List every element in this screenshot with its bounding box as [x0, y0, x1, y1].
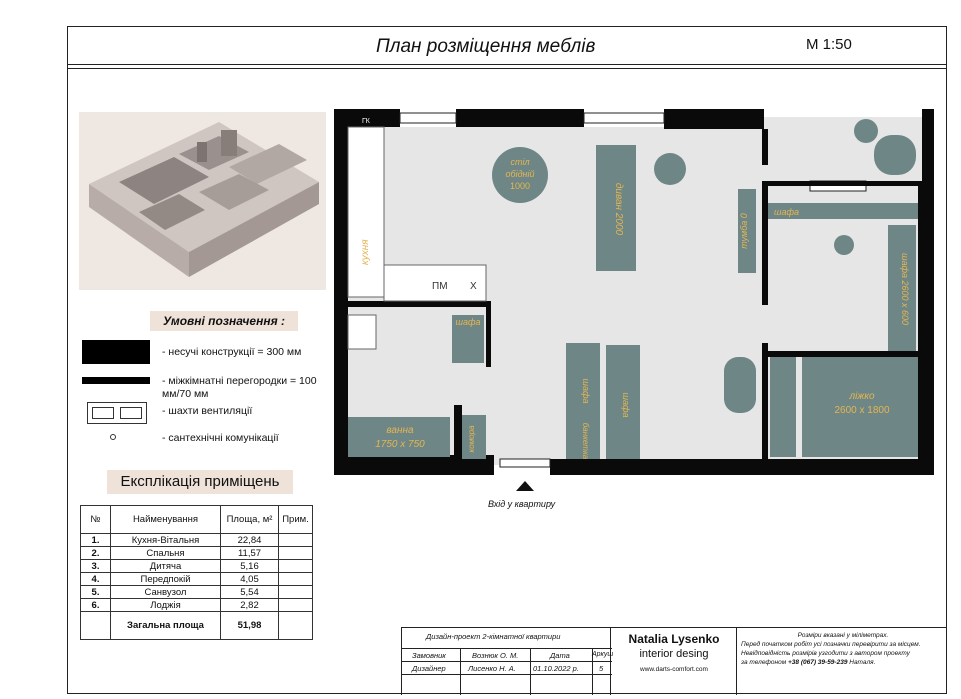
partition-kitchen — [346, 301, 486, 307]
explication-table — [80, 505, 313, 640]
table-row: 4. Передпокій 4,05 — [81, 573, 313, 586]
armchair — [654, 153, 686, 185]
legend-title: Умовні позначення : — [150, 311, 298, 331]
wall-top-mid — [456, 109, 584, 127]
kitchen-label: кухня — [360, 239, 371, 265]
bed-label-2: 2600 х 1800 — [834, 405, 890, 416]
partition-loggia-bottom — [762, 181, 922, 186]
sheet-value: 5 — [599, 664, 604, 673]
designer-name: Лисенко Н. А. — [468, 664, 516, 673]
partition-bed-top — [764, 351, 918, 357]
brand-site: www.darts-comfort.com — [640, 666, 708, 673]
col-num: № — [81, 506, 111, 534]
wardrobe-bath-label: шафа — [455, 317, 481, 327]
legend-swatch-plumbing — [110, 434, 116, 440]
entrance-door — [500, 459, 550, 467]
explication-title: Експлікація приміщень — [107, 470, 293, 494]
brand-subtitle: interior desing — [639, 648, 709, 660]
scale-label: М 1:50 — [806, 36, 852, 53]
table-label-3: 1000 — [509, 181, 531, 191]
date-value: 01.10.2022 р. — [533, 664, 579, 673]
sheet-label: Аркуш — [592, 651, 614, 658]
bed-nightstand — [770, 357, 796, 457]
sofa-label: диван 2000 — [613, 182, 624, 236]
title-rule — [67, 64, 947, 65]
gk-label: ГК — [362, 118, 370, 125]
loggia-armchair — [874, 135, 916, 175]
table-row: 6. Лоджія 2,82 — [81, 599, 313, 612]
partition-loggia — [762, 129, 768, 165]
komora-label: комора — [467, 425, 476, 453]
col-name: Найменування — [111, 506, 221, 534]
legend-swatch-vent — [87, 402, 147, 424]
wall-top-right — [664, 109, 764, 129]
title-rule-2 — [67, 68, 947, 69]
h-label: Х — [470, 281, 477, 292]
window-1 — [400, 113, 456, 123]
bath-label-1: ванна — [386, 425, 414, 436]
wall-bottom-right — [550, 459, 934, 475]
bench-label: банкетка — [581, 422, 590, 460]
floor-plan — [334, 105, 934, 477]
pm-label: ПМ — [432, 281, 448, 292]
wardrobe-right-label: шафа 2600 х 600 — [900, 252, 910, 326]
legend-text-plumbing: - сантехнічні комунікації — [162, 432, 279, 444]
note-4: за телефоном +38 (067) 39-59-239 Наталя. — [741, 659, 876, 666]
loggia-chair — [854, 119, 878, 143]
brand-name: Natalia Lysenko — [628, 632, 720, 646]
entrance-label: Вхід у квартиру — [488, 499, 556, 509]
designer-label: Дизайнер — [412, 664, 446, 673]
partition-bedroom — [762, 181, 768, 305]
wall-left — [334, 109, 348, 475]
wardrobe-hall-label: шафа — [581, 378, 591, 404]
render-3d-image — [79, 112, 326, 290]
table-label-1: стіл — [510, 157, 530, 167]
partition-komora — [454, 405, 462, 465]
col-area: Площа, м² — [221, 506, 279, 534]
legend-text-bearing: - несучі конструкції = 300 мм — [162, 346, 302, 358]
note-2: Перед початком робіт усі позначки перевірити за місцем. — [741, 641, 921, 648]
desk-chair — [834, 235, 854, 255]
table-row: 3. Дитяча 5,16 — [81, 560, 313, 573]
table-row: 1. Кухня-Вітальня 22,84 — [81, 534, 313, 547]
toilet — [348, 315, 376, 349]
bedroom-armchair — [724, 357, 756, 413]
bed-label-1: ліжко — [849, 391, 875, 402]
tumba-label: тумба 0 — [739, 213, 749, 249]
wall-right — [918, 181, 934, 475]
note-3: Невідповідність розмірів узгодити з автором проекту — [741, 650, 910, 657]
customer-label: Замовник — [412, 651, 446, 660]
project-title: Дизайн-проект 2-кімнатної квартири — [426, 632, 561, 641]
legend-swatch-bearing — [82, 340, 150, 364]
table-row-total: Загальна площа 51,98 — [81, 612, 313, 640]
wardrobe-hall2-label: шафа — [621, 392, 631, 418]
date-label: Дата — [550, 651, 570, 660]
kitchen-counter — [348, 127, 384, 297]
table-row: 5. Санвузол 5,54 — [81, 586, 313, 599]
legend-swatch-partition — [82, 377, 150, 384]
legend-text-partition: - міжкімнатні перегородки = 100 мм/70 мм — [162, 375, 317, 400]
table-row: 2. Спальня 11,57 — [81, 547, 313, 560]
legend-text-vent: - шахти вентиляції — [162, 405, 253, 417]
partition-bath-right — [486, 301, 491, 367]
title-block — [401, 627, 947, 694]
customer-name: Вознюк О. М. — [472, 651, 519, 660]
page-title: План розміщення меблів — [376, 36, 596, 57]
bathtub — [348, 417, 450, 457]
window-2 — [584, 113, 664, 123]
wall-loggia-right — [922, 109, 934, 184]
entrance-arrow — [516, 481, 534, 491]
bath-label-2: 1750 х 750 — [375, 439, 425, 450]
wardrobe-bed-label: шафа — [774, 207, 800, 217]
note-1: Розміри вказані у міліметрах. — [797, 632, 889, 639]
col-note: Прим. — [279, 506, 313, 534]
table-label-2: обідній — [505, 169, 535, 179]
partition-bedroom-lower — [762, 343, 768, 459]
